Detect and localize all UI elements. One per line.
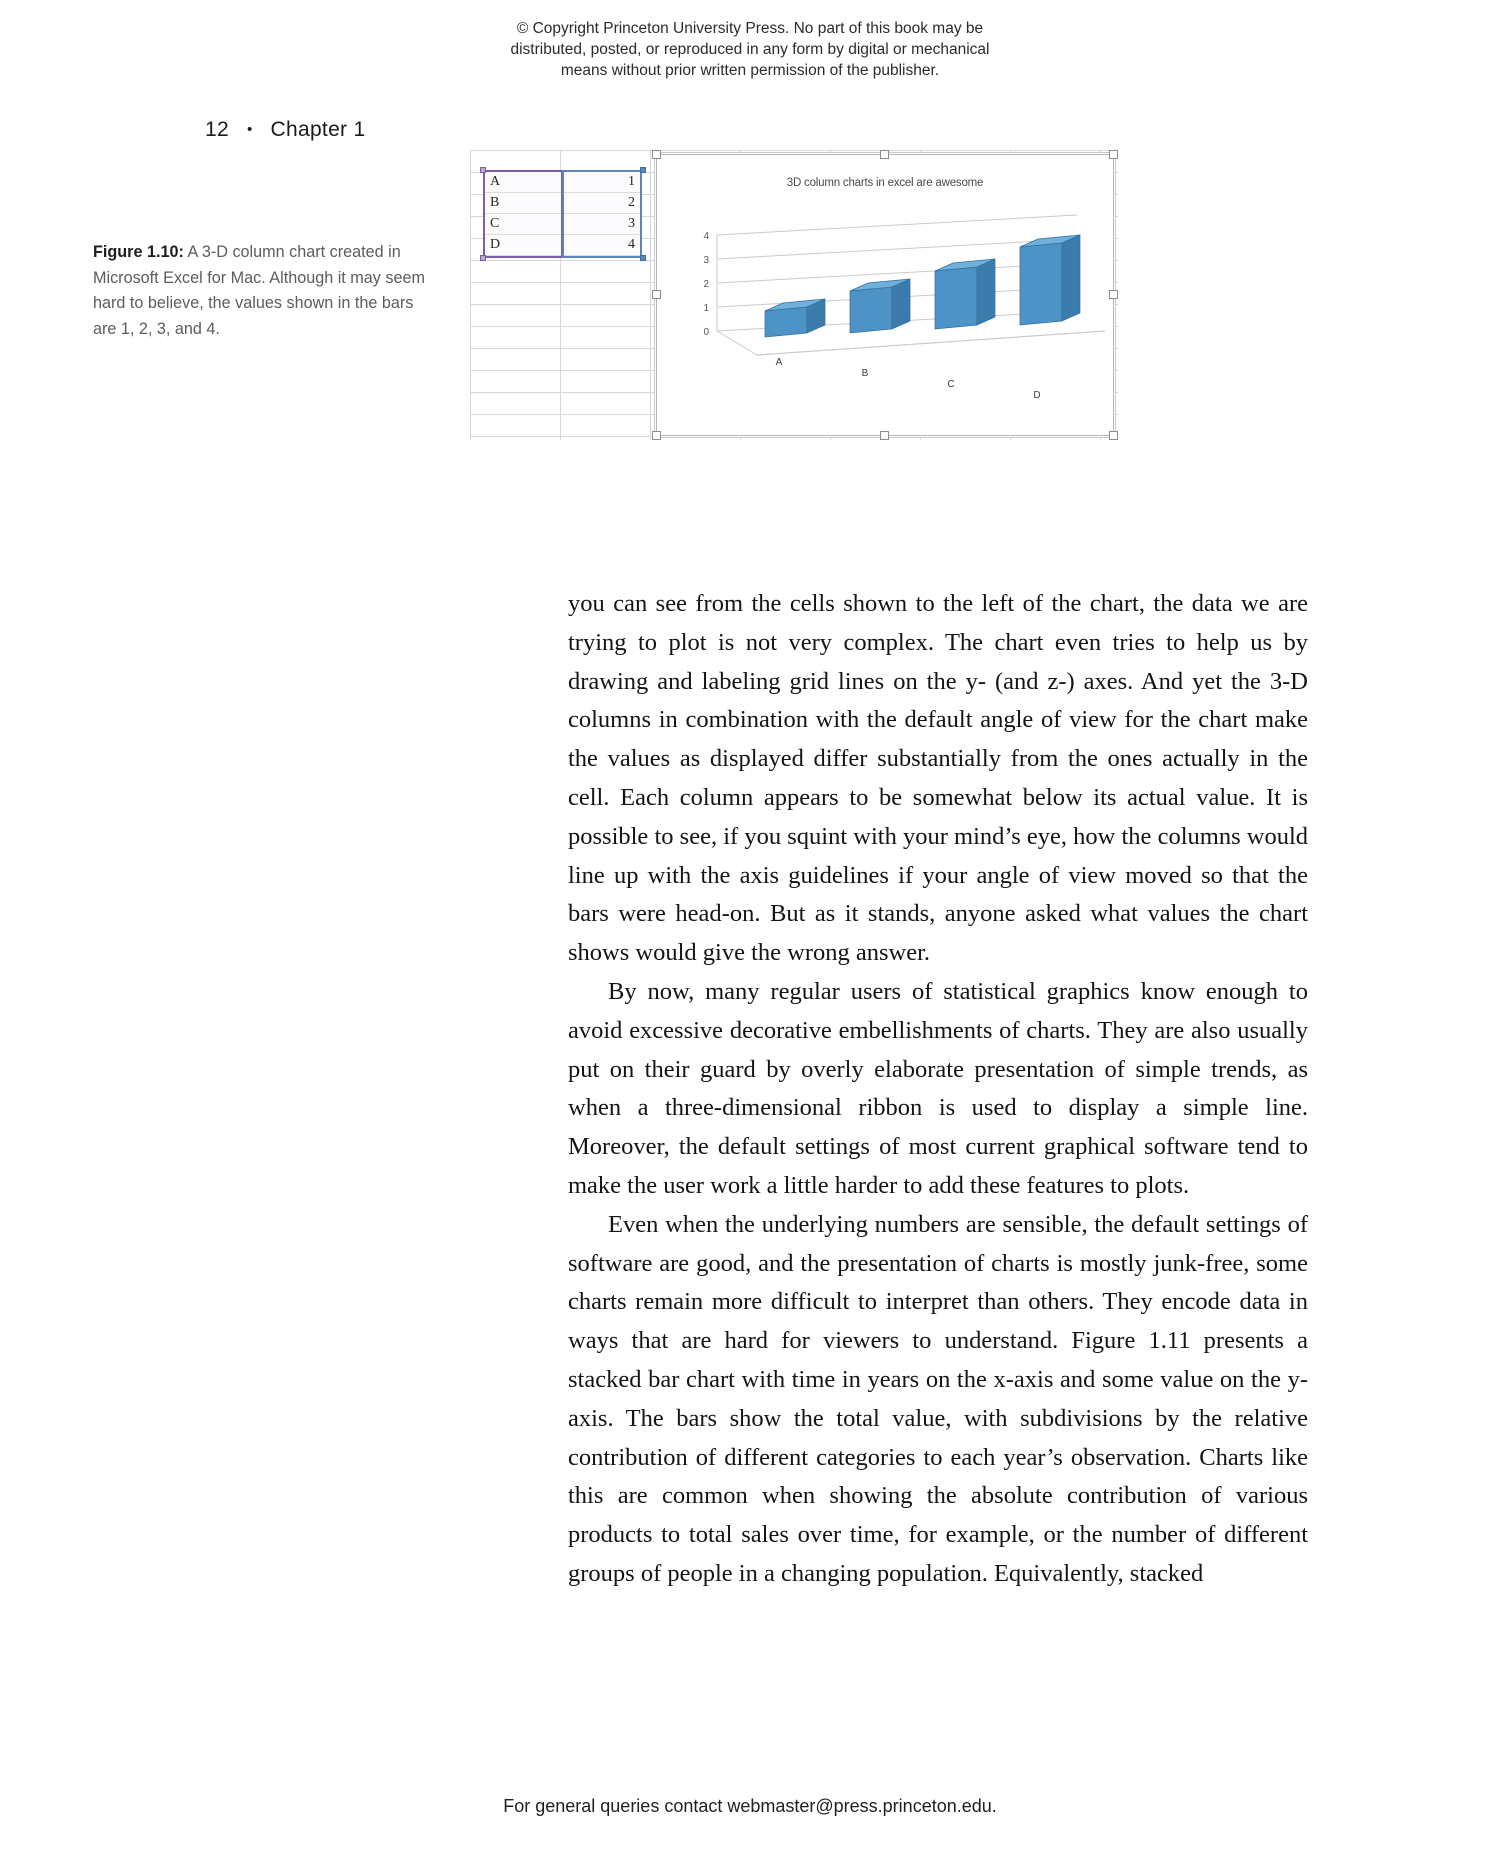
running-head-separator: • [246,121,253,138]
cell-label[interactable]: C [485,214,561,235]
cell-value[interactable]: 2 [564,193,640,214]
copyright-line-1: © Copyright Princeton University Press. No part of this book may be [516,20,984,37]
spreadsheet-selected-cells [483,170,643,258]
selection-handle[interactable] [480,255,486,261]
cell-label[interactable]: A [485,172,561,193]
y-tick-label: 4 [703,231,709,242]
y-tick-label: 1 [703,303,709,314]
body-paragraph: By now, many regular users of statistical graphics know enough to avoid excessive decorative embellishments of charts. They are also usually put on their guard by overly elaborate presentation of simple trends, as when a three-dimensional ribbon is used to display a simple line. Moreover, the default settings of most current graphical software tend to make the user work a little harder to add these features to plots. [568,977,1308,1199]
chart-bar-a [765,299,825,337]
chart-y-axis-labels [703,231,709,338]
chart-resize-handle[interactable] [652,290,661,299]
cell-value[interactable]: 1 [564,172,640,193]
chart-resize-handle[interactable] [652,431,661,440]
chart-bar-d [1020,235,1080,325]
cell-value[interactable]: 3 [564,214,640,235]
copyright-line-3: means without prior written permission of the publisher. [560,62,940,79]
cell-label[interactable]: B [485,193,561,214]
body-text-column [568,585,1308,1594]
chart-title: 3D column charts in excel are awesome [786,177,984,189]
chart-object[interactable] [656,154,1114,436]
selection-handle[interactable] [480,167,486,173]
x-tick-label: D [1033,390,1041,401]
x-tick-label: A [775,357,783,368]
cell-label[interactable]: D [485,235,561,256]
page-number: 12 [205,118,229,141]
chart-bar-b [850,279,910,333]
x-tick-label: C [947,379,955,390]
chart-resize-handle[interactable] [880,431,889,440]
chart-resize-handle[interactable] [880,150,889,159]
selection-handle[interactable] [640,255,646,261]
chart-resize-handle[interactable] [1109,150,1118,159]
spreadsheet-label-column[interactable] [483,170,563,258]
chart-resize-handle[interactable] [1109,431,1118,440]
body-paragraph: Even when the underlying numbers are sensible, the default settings of software are good, and the presentation of charts is mostly junk-free, some charts remain more difficult to interpret than others. They encode data in ways that are hard for viewers to understand. Figure 1.11 presents a stacked bar chart with time in years on the x-axis and some value on the y-axis. The bars show the total value, with subdivisions by the relative contribution of different categories to each year’s observation. Charts like this are common when showing the absolute contribution of various products to total sales over time, for example, or the number of different groups of people in a changing population. Equivalently, stacked [568,1210,1308,1587]
chart-resize-handle[interactable] [1109,290,1118,299]
selection-handle[interactable] [640,167,646,173]
chart-bar-c [935,259,995,329]
figure-1-10 [470,150,1118,440]
figure-caption [93,240,428,342]
spreadsheet-value-column[interactable] [562,170,642,258]
cell-value[interactable]: 4 [564,235,640,256]
y-tick-label: 3 [703,255,709,266]
y-tick-label: 2 [703,279,709,290]
page-footer: For general queries contact webmaster@press.princeton.edu. [503,1796,997,1816]
figure-caption-text: A 3-D column chart created in Microsoft Excel for Mac. Although it may seem hard to believe, the values shown in the bars are 1, 2, 3, and 4. [93,243,425,338]
chart-x-axis-labels [776,357,1041,401]
copyright-line-2: distributed, posted, or reproduced in any form by digital or mechanical [510,41,990,58]
y-tick-label: 0 [703,327,709,338]
body-paragraph: you can see from the cells shown to the left of the chart, the data we are trying to plot is not very complex. The chart even tries to help us by drawing and labeling grid lines on the y- (and z-) axes. And yet the 3-D columns in combination with the default angle of view for the chart make the values as displayed differ substantially from the ones actually in the cell. Each column appears to be somewhat below its actual value. It is possible to see, if you squint with your mind’s eye, how the columns would line up with the axis guidelines if your angle of view moved so that the bars were head-on. But as it stands, anyone asked what values the chart shows would give the wrong answer. [568,590,1308,967]
x-tick-label: B [861,368,869,379]
copyright-notice [0,18,1500,81]
running-head [205,118,365,142]
chapter-title: Chapter 1 [270,118,366,141]
figure-caption-label: Figure 1.10: [93,243,184,261]
chart-plot-area [657,195,1115,431]
chart-resize-handle[interactable] [652,150,661,159]
